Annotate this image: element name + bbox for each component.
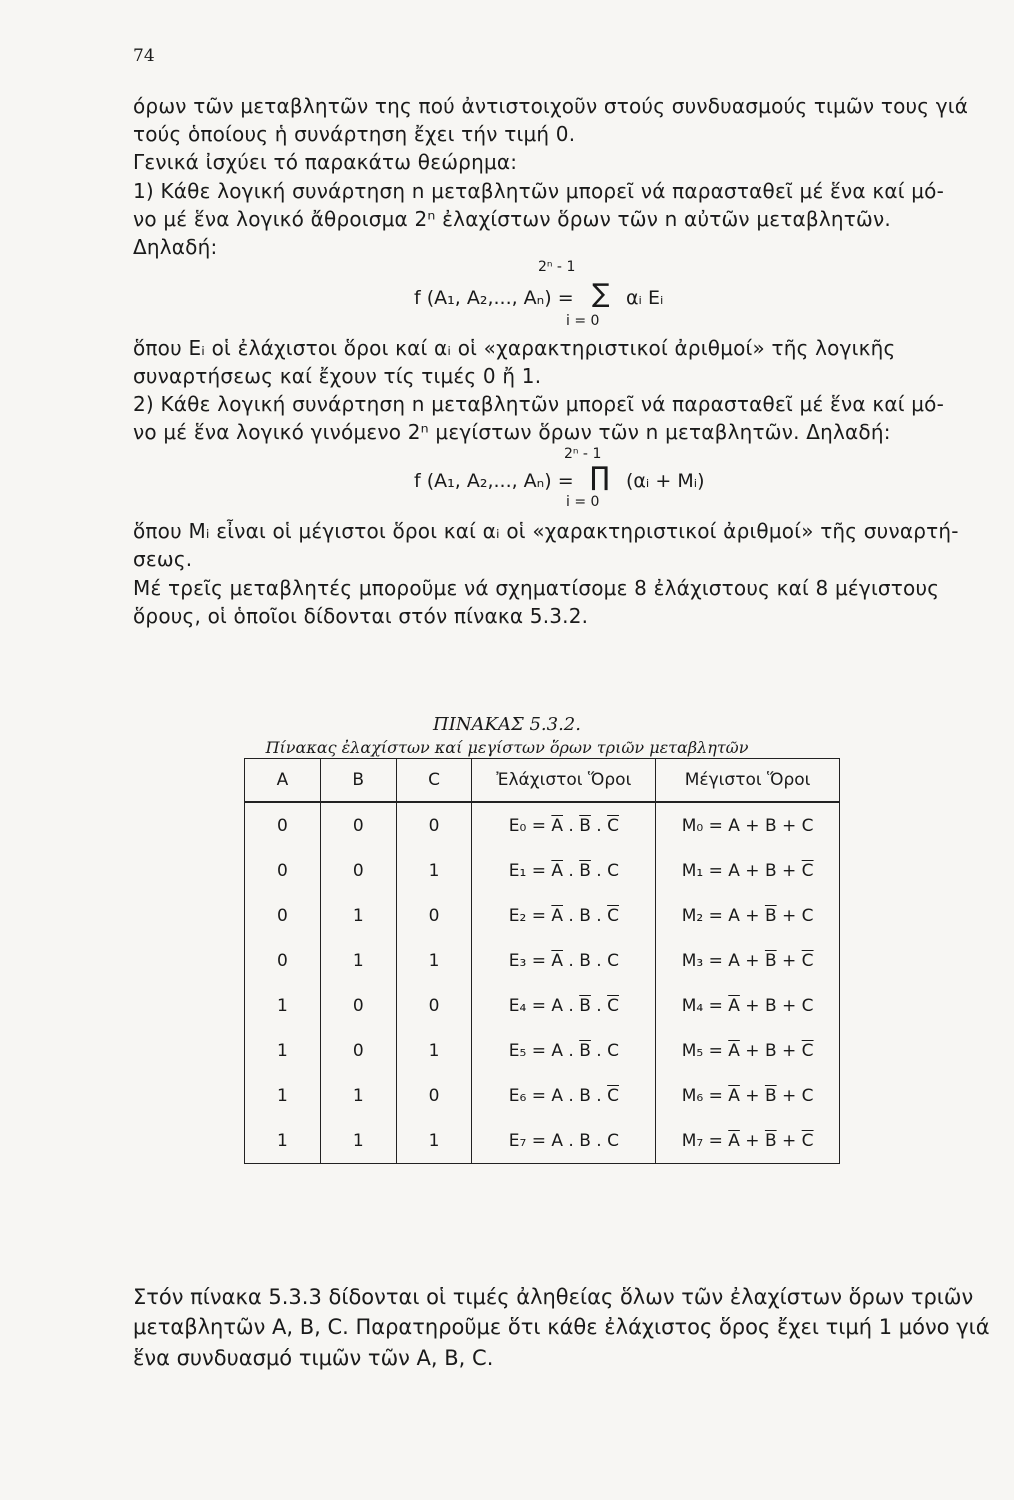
var-a: A (551, 1085, 563, 1106)
product-symbol: ∏ (590, 462, 610, 492)
footer-line: Στόν πίνακα 5.3.3 δίδονται οἱ τιμές ἀληθείας ὅλων τῶν ἐλαχίστων ὅρων τριῶν (133, 1285, 974, 1309)
var-a: $\overline{A}$ (728, 1040, 740, 1061)
minterm-cell: $E_3 = \overline{A}$ . B . C (472, 938, 656, 983)
paragraph-line: νο μέ ἕνα λογικό γινόμενο 2ⁿ μεγίστων ὅρων τῶν n μεταβλητῶν. Δηλαδή: (133, 420, 891, 444)
column-header: C (396, 759, 472, 803)
paragraph-line: 1) Κάθε λογική συνάρτηση n μεταβλητῶν μπορεῖ νά παρασταθεῖ μέ ἕνα καί μό- (133, 179, 945, 203)
var-a: A (728, 815, 740, 836)
var-c: $\overline{C}$ (607, 905, 619, 926)
var-c: C (801, 995, 814, 1016)
var-c: C (801, 815, 814, 836)
minterm-cell: $E_2 = \overline{A}$ . B . $\overline{C}$ (472, 893, 656, 938)
paragraph-line: συναρτήσεως καί ἔχουν τίς τιμές 0 ἤ 1. (133, 364, 542, 388)
cell-a: 1 (245, 1118, 321, 1164)
minterm-cell: $E_1 = \overline{A}$ . $\overline{B}$ . C (472, 848, 656, 893)
maxterm-label: M₃ (681, 950, 704, 971)
var-a: A (728, 950, 740, 971)
var-b: B (579, 1130, 591, 1151)
maxterm-cell: M₀ = A + B + C (656, 802, 840, 848)
cell-b: 1 (320, 1118, 396, 1164)
var-c: $\overline{C}$ (801, 950, 814, 971)
footer-line: μεταβλητῶν A, B, C. Παρατηροῦμε ὅτι κάθε ἐλάχιστος ὅρος ἔχει τιμή 1 μόνο γιά (133, 1315, 990, 1339)
paragraph-line: τούς ὁποίους ἡ συνάρτηση ἔχει τήν τιμή 0. (133, 122, 576, 146)
paragraph-line: όρων τῶν μεταβλητῶν της πού ἀντιστοιχοῦν στούς συνδυασμούς τιμῶν τους γιά (133, 94, 969, 118)
cell-c: 0 (396, 802, 472, 848)
minterm-cell: E₇ = A . B . C (472, 1118, 656, 1164)
table-row (245, 1073, 840, 1118)
var-c: $\overline{C}$ (801, 860, 814, 881)
var-a: A (551, 1040, 563, 1061)
var-a: A (728, 860, 740, 881)
table-row (245, 893, 840, 938)
cell-c: 1 (396, 1028, 472, 1073)
var-c: C (801, 905, 814, 926)
var-b: $\overline{B}$ (579, 860, 591, 881)
table-row (245, 1028, 840, 1073)
cell-a: 1 (245, 1028, 321, 1073)
sigma-symbol: ∑ (592, 279, 610, 309)
formula-lower-limit: i = 0 (566, 313, 600, 329)
maxterm-cell: $M_1 = A + B + \overline{C}$ (656, 848, 840, 893)
var-b: B (764, 1040, 777, 1061)
table-row (245, 848, 840, 893)
minterm-label: E₅ (508, 1040, 527, 1061)
var-b: $\overline{B}$ (764, 905, 777, 926)
var-b: B (579, 1085, 591, 1106)
var-b: B (764, 995, 777, 1016)
var-c: C (607, 950, 619, 971)
table-row (245, 983, 840, 1028)
cell-b: 1 (320, 893, 396, 938)
maxterm-label: M₅ (681, 1040, 704, 1061)
cell-c: 0 (396, 893, 472, 938)
cell-b: 1 (320, 938, 396, 983)
var-c: C (607, 1130, 619, 1151)
minterm-label: E₂ (508, 905, 527, 926)
paragraph-line: ὅπου Mᵢ εἶναι οἱ μέγιστοι ὅροι καί αᵢ οἱ «χαρακτηριστικοί ἀριθμοί» τῆς συναρτή- (133, 519, 959, 543)
minterm-cell: E₄ = A . $\overline{B}$ . $\overline{C}$ (472, 983, 656, 1028)
var-b: $\overline{B}$ (579, 1040, 591, 1061)
column-header: Ἐλάχιστοι Ὅροι (472, 759, 656, 803)
var-c: C (607, 860, 619, 881)
paragraph-line: νο μέ ἕνα λογικό ἄθροισμα 2ⁿ ἐλαχίστων ὅρων τῶν n αὐτῶν μεταβλητῶν. (133, 207, 891, 231)
var-b: $\overline{B}$ (764, 1130, 777, 1151)
page-number: 74 (133, 46, 155, 66)
cell-a: 0 (245, 848, 321, 893)
paragraph-line: σεως. (133, 547, 193, 571)
column-header: A (245, 759, 321, 803)
cell-a: 0 (245, 893, 321, 938)
var-a: $\overline{A}$ (551, 950, 563, 971)
cell-b: 0 (320, 802, 396, 848)
minterm-label: E₄ (508, 995, 527, 1016)
var-a: $\overline{A}$ (551, 815, 563, 836)
minterm-label: E₆ (508, 1085, 527, 1106)
minterm-label: E₀ (508, 815, 527, 836)
var-a: $\overline{A}$ (551, 860, 563, 881)
var-b: B (579, 905, 591, 926)
paragraph-line: Μέ τρεῖς μεταβλητές μποροῦμε νά σχηματίσομε 8 ἐλάχιστους καί 8 μέγιστους (133, 576, 940, 600)
minterm-label: E₇ (508, 1130, 527, 1151)
var-c: $\overline{C}$ (607, 815, 619, 836)
formula-term: (αᵢ + Mᵢ) (626, 470, 705, 492)
cell-c: 1 (396, 1118, 472, 1164)
cell-a: 0 (245, 938, 321, 983)
paragraph-line: ὅπου Eᵢ οἱ ἐλάχιστοι ὅροι καί αᵢ οἱ «χαρακτηριστικοί ἀριθμοί» τῆς λογικῆς (133, 336, 896, 360)
cell-c: 0 (396, 1073, 472, 1118)
cell-a: 0 (245, 802, 321, 848)
var-c: $\overline{C}$ (607, 1085, 619, 1106)
var-b: $\overline{B}$ (764, 950, 777, 971)
table-row (245, 1118, 840, 1164)
var-a: $\overline{A}$ (728, 1130, 740, 1151)
paragraph-line: Δηλαδή: (133, 235, 218, 259)
minterm-cell: E₅ = A . $\overline{B}$ . C (472, 1028, 656, 1073)
var-c: $\overline{C}$ (607, 995, 619, 1016)
cell-a: 1 (245, 1073, 321, 1118)
var-c: $\overline{C}$ (801, 1130, 814, 1151)
var-b: B (764, 815, 777, 836)
cell-b: 0 (320, 1028, 396, 1073)
maxterm-label: M₆ (681, 1085, 704, 1106)
cell-a: 1 (245, 983, 321, 1028)
minterm-cell: $E_0 = \overline{A}$ . $\overline{B}$ . $\overline{C}$ (472, 802, 656, 848)
footer-line: ἕνα συνδυασμό τιμῶν τῶν A, B, C. (133, 1346, 494, 1370)
paragraph-line: Γενικά ἰσχύει τό παρακάτω θεώρημα: (133, 150, 518, 174)
paragraph-line: 2) Κάθε λογική συνάρτηση n μεταβλητῶν μπορεῖ νά παρασταθεῖ μέ ἕνα καί μό- (133, 392, 945, 416)
maxterm-label: M₂ (681, 905, 704, 926)
formula-upper-limit: 2ⁿ - 1 (538, 259, 576, 275)
minterm-label: E₁ (508, 860, 527, 881)
maxterm-label: M₄ (681, 995, 704, 1016)
var-a: $\overline{A}$ (728, 1085, 740, 1106)
table-row (245, 938, 840, 983)
maxterm-cell: $M_2 = A + \overline{B} + C$ (656, 893, 840, 938)
minterm-cell: E₆ = A . B . $\overline{C}$ (472, 1073, 656, 1118)
minterm-maxterm-table (244, 758, 840, 1164)
paragraph-line: ὅρους, οἱ ὁποῖοι δίδονται στόν πίνακα 5.3.2. (133, 604, 589, 628)
cell-b: 0 (320, 983, 396, 1028)
var-c: C (607, 1040, 619, 1061)
formula-lower-limit: i = 0 (566, 494, 600, 510)
maxterm-cell: $M_4 = \overline{A} + B + C$ (656, 983, 840, 1028)
var-b: $\overline{B}$ (764, 1085, 777, 1106)
minterm-label: E₃ (508, 950, 527, 971)
column-header: B (320, 759, 396, 803)
table-row (245, 802, 840, 848)
var-a: $\overline{A}$ (728, 995, 740, 1016)
table-subtitle: Πίνακας ἐλαχίστων καί μεγίστων ὅρων τριῶν μεταβλητῶν (265, 738, 749, 757)
cell-b: 1 (320, 1073, 396, 1118)
formula-lhs: f (A₁, A₂,..., Aₙ) = (414, 470, 574, 492)
var-c: $\overline{C}$ (801, 1040, 814, 1061)
maxterm-cell: $M_7 = \overline{A} + \overline{B} + \overline{C}$ (656, 1118, 840, 1164)
var-b: $\overline{B}$ (579, 815, 591, 836)
cell-b: 0 (320, 848, 396, 893)
var-a: A (728, 905, 740, 926)
var-b: B (764, 860, 777, 881)
maxterm-label: M₀ (681, 815, 704, 836)
formula-term: αᵢ Eᵢ (626, 287, 664, 309)
var-b: B (579, 950, 591, 971)
maxterm-cell: $M_3 = A + \overline{B} + \overline{C}$ (656, 938, 840, 983)
var-a: A (551, 995, 563, 1016)
cell-c: 1 (396, 938, 472, 983)
maxterm-cell: $M_5 = \overline{A} + B + \overline{C}$ (656, 1028, 840, 1073)
formula-lhs: f (A₁, A₂,..., Aₙ) = (414, 287, 574, 309)
formula-upper-limit: 2ⁿ - 1 (564, 446, 602, 462)
column-header: Μέγιστοι Ὅροι (656, 759, 840, 803)
var-a: $\overline{A}$ (551, 905, 563, 926)
maxterm-cell: $M_6 = \overline{A} + \overline{B} + C$ (656, 1073, 840, 1118)
maxterm-label: M₇ (681, 1130, 704, 1151)
cell-c: 1 (396, 848, 472, 893)
var-c: C (801, 1085, 814, 1106)
var-b: $\overline{B}$ (579, 995, 591, 1016)
var-a: A (551, 1130, 563, 1151)
table-title: ΠΙΝΑΚΑΣ 5.3.2. (433, 714, 581, 735)
cell-c: 0 (396, 983, 472, 1028)
maxterm-label: M₁ (681, 860, 704, 881)
